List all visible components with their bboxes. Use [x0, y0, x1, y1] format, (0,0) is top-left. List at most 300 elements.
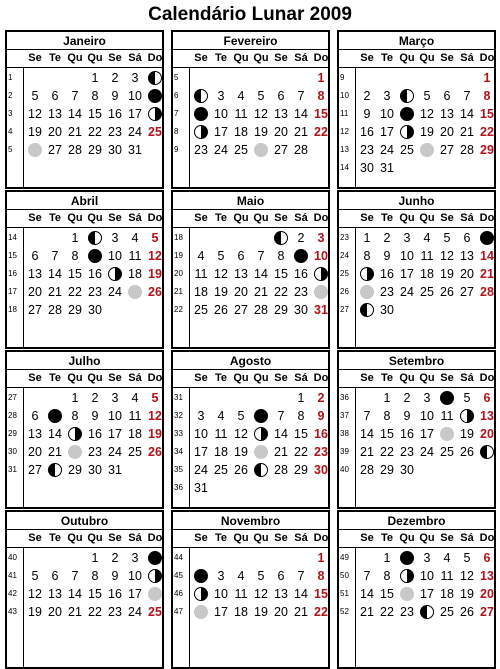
weekday-header: Te [380, 212, 394, 224]
day-cell: 4 [217, 409, 225, 423]
day-cell: 18 [440, 587, 454, 601]
week-number: 50 [340, 571, 349, 580]
day-cell: 19 [234, 445, 248, 459]
day-cell: 26 [214, 303, 228, 317]
day-cell: 16 [360, 125, 374, 139]
weekday-header: Sá [294, 372, 308, 384]
day-cell: 5 [31, 569, 39, 583]
day-cell: 29 [68, 463, 82, 477]
weekday-header: Do [313, 212, 329, 224]
month-panel [171, 350, 330, 509]
last-quarter-moon-icon [360, 303, 374, 317]
day-cell: 15 [68, 267, 82, 281]
sunday-date: 14 [480, 249, 494, 263]
first-quarter-moon-icon [194, 125, 208, 139]
day-cell: 3 [403, 231, 411, 245]
day-cell: 12 [214, 267, 228, 281]
weekday-header: Se [360, 212, 374, 224]
day-cell: 6 [277, 569, 285, 583]
new-moon-icon [48, 409, 62, 423]
day-cell: 7 [51, 249, 59, 263]
week-number: 18 [174, 233, 183, 242]
day-cell: 8 [277, 249, 285, 263]
weekday-header: Qu [419, 532, 435, 544]
week-number: 14 [8, 233, 17, 242]
day-cell: 26 [460, 445, 474, 459]
day-cell: 30 [88, 463, 102, 477]
day-cell: 30 [88, 303, 102, 317]
week-number: 41 [8, 571, 17, 580]
day-cell: 20 [460, 267, 474, 281]
day-cell: 23 [294, 285, 308, 299]
day-cell: 23 [88, 285, 102, 299]
header-divider [7, 369, 162, 370]
day-cell: 4 [423, 231, 431, 245]
day-cell: 19 [214, 285, 228, 299]
header-divider [7, 529, 162, 530]
day-cell: 30 [380, 303, 394, 317]
weekday-header: Se [108, 532, 122, 544]
day-cell: 28 [254, 303, 268, 317]
week-number: 40 [340, 465, 349, 474]
weekday-header: Qu [233, 532, 249, 544]
day-cell: 7 [71, 89, 79, 103]
day-cell: 5 [257, 89, 265, 103]
day-cell: 11 [420, 249, 434, 263]
weekday-header: Do [147, 212, 163, 224]
weekday-header: Qu [67, 212, 83, 224]
week-number: 1 [8, 73, 13, 82]
day-cell: 23 [88, 445, 102, 459]
day-cell: 28 [274, 463, 288, 477]
day-cell: 1 [297, 391, 305, 405]
header-divider [173, 529, 328, 530]
weekday-header: Se [274, 52, 288, 64]
full-moon-icon [254, 143, 268, 157]
weekday-header: Qu [399, 532, 415, 544]
week-number: 44 [174, 553, 183, 562]
day-cell: 30 [360, 161, 374, 175]
new-moon-icon [440, 391, 454, 405]
weekday-header: Sá [128, 372, 142, 384]
day-cell: 11 [234, 107, 248, 121]
header-divider [7, 209, 162, 210]
weekday-header: Se [440, 372, 454, 384]
full-moon-icon [254, 445, 268, 459]
full-moon-icon [128, 285, 142, 299]
week-number-divider [355, 67, 356, 187]
sunday-date: 2 [317, 391, 325, 405]
header-divider [7, 49, 162, 50]
day-cell: 5 [257, 569, 265, 583]
weekday-header: Qu [399, 52, 415, 64]
day-cell: 5 [463, 391, 471, 405]
day-cell: 8 [71, 249, 79, 263]
weekday-header: Te [48, 52, 62, 64]
day-cell: 9 [111, 569, 119, 583]
day-cell: 11 [214, 427, 228, 441]
day-cell: 9 [91, 409, 99, 423]
day-cell: 4 [131, 231, 139, 245]
day-cell: 31 [108, 463, 122, 477]
day-cell: 6 [31, 409, 39, 423]
week-number: 7 [174, 109, 179, 118]
week-number: 39 [340, 447, 349, 456]
weekday-header: Te [48, 532, 62, 544]
week-number: 15 [8, 251, 17, 260]
day-cell: 23 [400, 445, 414, 459]
first-quarter-moon-icon [400, 125, 414, 139]
week-number-divider [189, 547, 190, 667]
new-moon-icon [194, 569, 208, 583]
week-number: 37 [340, 411, 349, 420]
day-cell: 24 [420, 445, 434, 459]
weekday-header: Te [48, 372, 62, 384]
sunday-date: 22 [314, 125, 328, 139]
weekday-header: Sá [128, 532, 142, 544]
new-moon-icon [480, 231, 494, 245]
day-cell: 1 [71, 231, 79, 245]
week-number: 8 [174, 127, 179, 136]
day-cell: 14 [48, 267, 62, 281]
weekday-header: Qu [233, 212, 249, 224]
day-cell: 5 [423, 89, 431, 103]
weekday-header: Te [380, 52, 394, 64]
first-quarter-moon-icon [148, 107, 162, 121]
day-cell: 20 [234, 285, 248, 299]
sunday-date: 6 [483, 391, 491, 405]
day-cell: 6 [463, 231, 471, 245]
day-cell: 27 [28, 303, 42, 317]
day-cell: 6 [277, 89, 285, 103]
sunday-date: 15 [480, 107, 494, 121]
sunday-date: 31 [314, 303, 328, 317]
weekday-header: Qu [87, 212, 103, 224]
week-number: 9 [174, 145, 179, 154]
day-cell: 28 [460, 143, 474, 157]
new-moon-icon [400, 551, 414, 565]
week-number: 20 [174, 269, 183, 278]
weekday-header: Do [479, 52, 495, 64]
day-cell: 6 [237, 249, 245, 263]
week-number: 11 [340, 109, 349, 118]
day-cell: 20 [48, 605, 62, 619]
weekday-header: Do [147, 52, 163, 64]
day-cell: 10 [214, 587, 228, 601]
week-number: 24 [340, 251, 349, 260]
last-quarter-moon-icon [480, 445, 494, 459]
weekday-header: Se [194, 212, 208, 224]
day-cell: 12 [254, 587, 268, 601]
weekday-header: Qu [87, 532, 103, 544]
last-quarter-moon-icon [48, 463, 62, 477]
month-panel [171, 30, 330, 189]
week-number: 38 [340, 429, 349, 438]
day-cell: 19 [460, 427, 474, 441]
day-cell: 17 [128, 587, 142, 601]
day-cell: 16 [400, 427, 414, 441]
day-cell: 8 [297, 409, 305, 423]
day-cell: 20 [28, 285, 42, 299]
day-cell: 25 [420, 285, 434, 299]
sunday-date: 8 [317, 89, 325, 103]
header-divider [173, 49, 328, 50]
sunday-date: 25 [148, 125, 162, 139]
week-number: 29 [8, 429, 17, 438]
day-cell: 1 [383, 551, 391, 565]
day-cell: 11 [128, 409, 142, 423]
first-quarter-moon-icon [108, 267, 122, 281]
day-cell: 3 [131, 71, 139, 85]
day-cell: 27 [234, 303, 248, 317]
weekday-header: Sá [128, 212, 142, 224]
last-quarter-moon-icon [274, 231, 288, 245]
new-moon-icon [148, 89, 162, 103]
month-panel [337, 350, 496, 509]
week-number: 30 [8, 447, 17, 456]
week-number: 12 [340, 127, 349, 136]
week-number: 4 [8, 127, 13, 136]
week-number-divider [189, 387, 190, 507]
week-number: 26 [340, 287, 349, 296]
weekday-header: Se [360, 532, 374, 544]
weekday-header: Do [479, 212, 495, 224]
day-cell: 15 [274, 267, 288, 281]
day-cell: 28 [48, 303, 62, 317]
sunday-date: 12 [148, 409, 162, 423]
weekday-header: Te [380, 532, 394, 544]
day-cell: 14 [254, 267, 268, 281]
weekday-header: Qu [67, 532, 83, 544]
day-cell: 24 [108, 445, 122, 459]
day-cell: 8 [383, 409, 391, 423]
week-number: 25 [340, 269, 349, 278]
week-number: 10 [340, 91, 349, 100]
day-cell: 7 [297, 569, 305, 583]
day-cell: 13 [28, 267, 42, 281]
weekday-header: Qu [87, 372, 103, 384]
day-cell: 26 [460, 605, 474, 619]
weekday-divider [7, 547, 162, 548]
week-number: 43 [8, 607, 17, 616]
week-number: 23 [340, 233, 349, 242]
day-cell: 29 [380, 463, 394, 477]
full-moon-icon [314, 285, 328, 299]
month-name: Outubro [60, 514, 109, 528]
day-cell: 7 [363, 569, 371, 583]
day-cell: 22 [88, 605, 102, 619]
day-cell: 8 [363, 249, 371, 263]
month-panel [337, 190, 496, 349]
sunday-date: 28 [480, 285, 494, 299]
day-cell: 6 [51, 569, 59, 583]
weekday-header: Sá [460, 532, 474, 544]
day-cell: 3 [197, 409, 205, 423]
day-cell: 22 [294, 445, 308, 459]
day-cell: 11 [440, 409, 454, 423]
week-number: 18 [8, 305, 17, 314]
day-cell: 25 [440, 605, 454, 619]
week-number: 31 [8, 465, 17, 474]
weekday-header: Se [28, 532, 42, 544]
weekday-divider [339, 67, 494, 68]
day-cell: 16 [294, 267, 308, 281]
week-number: 35 [174, 465, 183, 474]
weekday-divider [339, 227, 494, 228]
day-cell: 25 [440, 445, 454, 459]
weekday-divider [339, 547, 494, 548]
day-cell: 29 [68, 303, 82, 317]
day-cell: 21 [460, 125, 474, 139]
day-cell: 13 [274, 107, 288, 121]
sunday-date: 19 [148, 427, 162, 441]
weekday-header: Te [214, 372, 228, 384]
day-cell: 22 [88, 125, 102, 139]
weekday-header: Do [313, 52, 329, 64]
day-cell: 27 [28, 463, 42, 477]
day-cell: 6 [31, 249, 39, 263]
sunday-date: 29 [480, 143, 494, 157]
week-number: 5 [174, 73, 179, 82]
first-quarter-moon-icon [360, 267, 374, 281]
day-cell: 21 [274, 445, 288, 459]
month-name: Abril [70, 194, 99, 208]
week-number: 14 [340, 163, 349, 172]
month-name: Junho [398, 194, 435, 208]
weekday-header: Se [108, 372, 122, 384]
first-quarter-moon-icon [148, 569, 162, 583]
weekday-header: Se [194, 372, 208, 384]
page-title: Calendário Lunar 2009 [148, 4, 352, 25]
day-cell: 14 [68, 107, 82, 121]
day-cell: 19 [254, 605, 268, 619]
week-number-divider [355, 227, 356, 347]
header-divider [339, 49, 494, 50]
sunday-date: 1 [483, 71, 491, 85]
day-cell: 2 [403, 391, 411, 405]
week-number: 2 [8, 91, 13, 100]
weekday-header: Qu [253, 372, 269, 384]
new-moon-icon [294, 249, 308, 263]
weekday-header: Se [194, 532, 208, 544]
day-cell: 24 [380, 143, 394, 157]
last-quarter-moon-icon [88, 231, 102, 245]
week-number-divider [23, 547, 24, 667]
day-cell: 7 [363, 409, 371, 423]
day-cell: 21 [68, 125, 82, 139]
weekday-header: Sá [460, 52, 474, 64]
day-cell: 8 [91, 89, 99, 103]
month-panel [171, 190, 330, 349]
day-cell: 13 [234, 267, 248, 281]
day-cell: 30 [108, 143, 122, 157]
last-quarter-moon-icon [420, 605, 434, 619]
last-quarter-moon-icon [400, 89, 414, 103]
day-cell: 16 [88, 427, 102, 441]
day-cell: 27 [274, 143, 288, 157]
new-moon-icon [194, 107, 208, 121]
sunday-date: 13 [480, 409, 494, 423]
weekday-header: Qu [419, 212, 435, 224]
day-cell: 1 [363, 231, 371, 245]
day-cell: 20 [440, 125, 454, 139]
day-cell: 22 [380, 605, 394, 619]
day-cell: 2 [383, 231, 391, 245]
first-quarter-moon-icon [68, 427, 82, 441]
week-number: 22 [174, 305, 183, 314]
day-cell: 28 [294, 143, 308, 157]
sunday-date: 6 [483, 551, 491, 565]
day-cell: 2 [297, 231, 305, 245]
weekday-divider [339, 387, 494, 388]
day-cell: 13 [48, 587, 62, 601]
week-number: 19 [174, 251, 183, 260]
day-cell: 15 [88, 107, 102, 121]
day-cell: 11 [440, 569, 454, 583]
weekday-header: Sá [128, 52, 142, 64]
weekday-header: Se [108, 212, 122, 224]
day-cell: 13 [28, 427, 42, 441]
header-divider [339, 209, 494, 210]
day-cell: 19 [420, 125, 434, 139]
day-cell: 4 [197, 249, 205, 263]
month-name: Setembro [388, 354, 445, 368]
day-cell: 1 [91, 71, 99, 85]
day-cell: 10 [400, 249, 414, 263]
day-cell: 24 [108, 285, 122, 299]
sunday-date: 22 [314, 605, 328, 619]
weekday-header: Te [214, 212, 228, 224]
day-cell: 14 [360, 427, 374, 441]
day-cell: 21 [360, 605, 374, 619]
week-number: 27 [8, 393, 17, 402]
day-cell: 18 [128, 427, 142, 441]
day-cell: 8 [91, 569, 99, 583]
weekday-header: Do [147, 372, 163, 384]
week-number: 3 [8, 109, 13, 118]
day-cell: 13 [460, 249, 474, 263]
week-number: 13 [340, 145, 349, 154]
day-cell: 11 [234, 587, 248, 601]
weekday-header: Do [313, 532, 329, 544]
week-number: 17 [8, 287, 17, 296]
day-cell: 24 [128, 605, 142, 619]
last-quarter-moon-icon [194, 89, 208, 103]
day-cell: 30 [400, 463, 414, 477]
header-divider [173, 209, 328, 210]
weekday-header: Se [274, 532, 288, 544]
day-cell: 3 [111, 391, 119, 405]
sunday-date: 12 [148, 249, 162, 263]
day-cell: 24 [194, 463, 208, 477]
day-cell: 9 [403, 409, 411, 423]
day-cell: 31 [194, 481, 208, 495]
weekday-header: Se [28, 52, 42, 64]
day-cell: 17 [214, 605, 228, 619]
month-name: Dezembro [387, 514, 446, 528]
day-cell: 25 [214, 463, 228, 477]
day-cell: 18 [128, 267, 142, 281]
day-cell: 2 [91, 391, 99, 405]
weekday-header: Se [108, 52, 122, 64]
day-cell: 5 [443, 231, 451, 245]
day-cell: 15 [294, 427, 308, 441]
day-cell: 25 [128, 445, 142, 459]
month-panel [5, 350, 164, 509]
day-cell: 4 [443, 551, 451, 565]
day-cell: 20 [274, 125, 288, 139]
month-name: Julho [68, 354, 101, 368]
